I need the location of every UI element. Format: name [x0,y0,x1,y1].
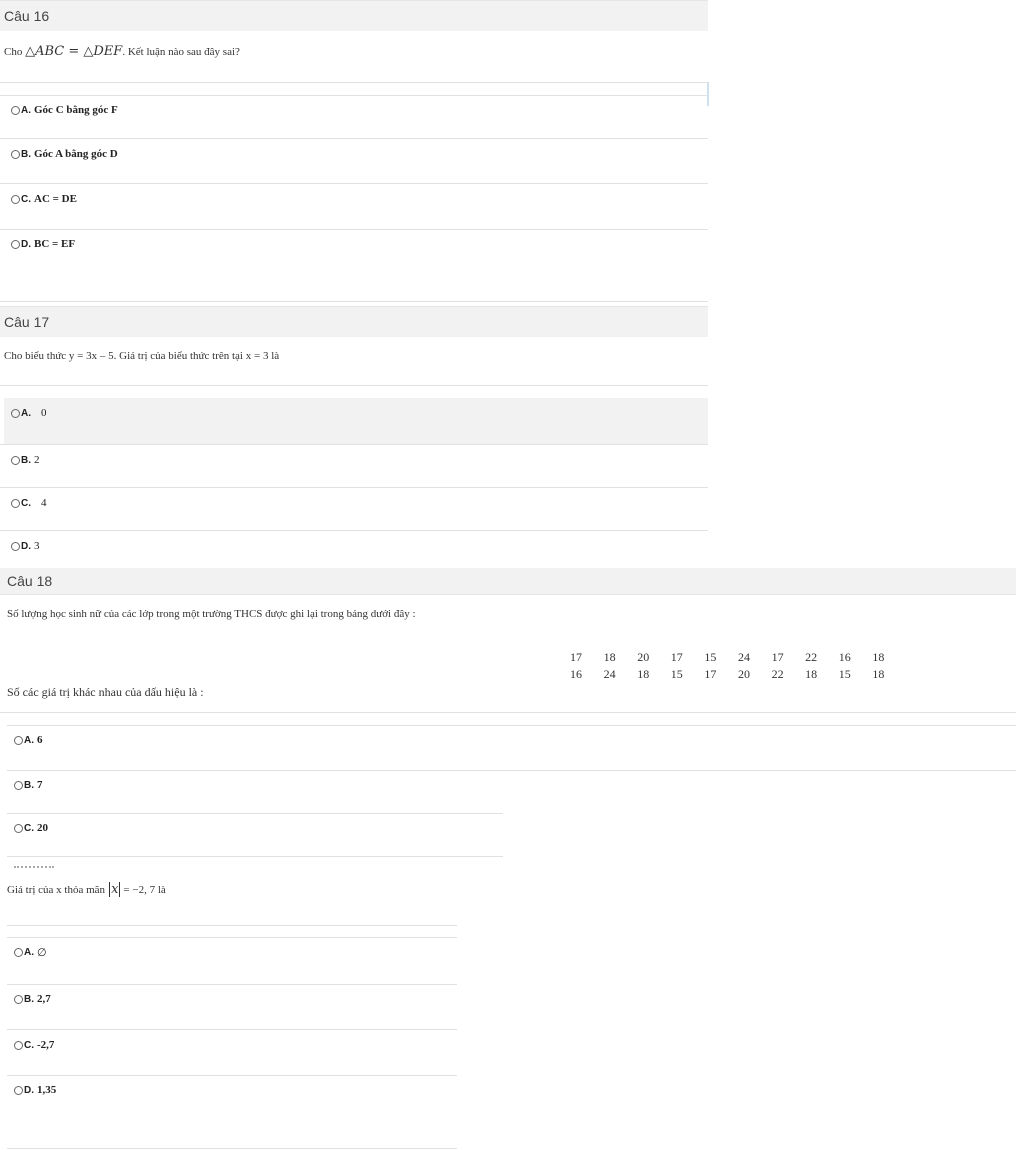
divider [7,937,457,938]
prompt-suffix: . Kết luận nào sau đây sai? [122,46,240,58]
option-18c[interactable] [14,822,48,834]
divider [7,1075,457,1076]
scroll-indicator [707,82,709,106]
option-16d[interactable] [11,238,75,250]
question-18-subprompt: Số các giá trị khác nhau của dấu hiệu là : [7,685,204,699]
divider [0,183,708,184]
option-17c[interactable] [11,497,47,509]
question-16-header [0,0,708,31]
clipped-option-fragment [14,866,54,869]
divider [7,813,503,814]
divider [7,1029,457,1030]
option-letter: B. [21,454,31,466]
option-19a[interactable] [14,946,47,959]
table-cell: 18 [872,667,885,681]
option-letter: C. [24,822,34,834]
table-cell: 15 [704,650,717,664]
option-letter: D. [24,1084,34,1096]
table-cell: 17 [670,650,683,664]
abs-bar-right [119,882,120,897]
table-cell: 15 [670,667,683,681]
option-text: Góc C bằng góc F [34,104,118,116]
option-text: 4 [41,497,47,509]
radio-button[interactable] [11,106,20,115]
divider [0,95,708,96]
option-18b[interactable] [14,779,43,791]
option-text: 20 [37,822,48,834]
table-cell: 18 [603,650,616,664]
question-17-title: Câu 17 [4,314,50,330]
option-19c[interactable] [14,1039,54,1051]
table-cell: 16 [838,650,851,664]
radio-button[interactable] [11,409,20,418]
prompt-suffix: = −2, 7 là [123,883,166,896]
question-19-prompt [7,882,166,897]
prompt-prefix: Cho [4,46,23,58]
question-18-prompt: Số lượng học sinh nữ của các lớp trong một trường THCS được ghi lại trong bảng dưới đây : [7,608,416,620]
option-letter: A. [24,947,34,958]
option-text: 6 [37,734,43,746]
option-letter: A. [21,104,31,116]
table-cell: 18 [805,667,818,681]
radio-button[interactable] [11,195,20,204]
radio-button[interactable] [14,781,23,790]
table-cell: 17 [704,667,717,681]
divider [7,856,503,857]
option-text: -2,7 [37,1039,55,1051]
abs-variable: x [111,882,119,897]
table-cell: 17 [771,650,784,664]
table-cell: 22 [805,650,818,664]
table-cell: 17 [570,650,582,664]
divider [0,385,708,386]
question-16-prompt [4,44,240,59]
option-letter: A. [24,734,34,746]
table-cell: 16 [570,667,582,681]
divider [0,82,708,83]
table-cell: 18 [637,667,650,681]
option-18a[interactable] [14,734,43,746]
radio-button[interactable] [14,1041,23,1050]
triangle-equality: △ABC = △DEF [25,44,123,59]
divider [7,984,457,985]
table-cell: 18 [872,650,885,664]
option-text: 2,7 [37,993,51,1005]
option-text: 3 [34,540,40,552]
divider [0,712,1016,713]
option-letter: B. [21,148,31,160]
radio-button[interactable] [11,542,20,551]
option-letter: B. [24,993,34,1005]
question-17-header [0,306,708,337]
option-17a[interactable] [11,407,47,419]
option-letter: D. [21,540,31,552]
option-17b[interactable] [11,454,40,466]
radio-button[interactable] [11,499,20,508]
table-cell: 24 [603,667,616,681]
radio-button[interactable] [11,150,20,159]
divider [7,925,457,926]
option-text: AC = DE [34,193,77,205]
option-16c[interactable] [11,193,77,205]
option-text: BC = EF [34,238,76,250]
table-cell: 22 [771,667,784,681]
radio-button[interactable] [11,240,20,249]
radio-button[interactable] [14,1086,23,1095]
abs-bar-left [109,882,110,897]
option-letter: D. [21,238,31,250]
table-cell: 24 [737,650,750,664]
option-text: 2 [34,454,40,466]
table-cell: 20 [737,667,750,681]
option-letter: C. [21,193,31,205]
option-text: 1,35 [37,1084,57,1096]
radio-button[interactable] [14,948,23,957]
prompt-prefix: Giá trị của x thỏa mãn [7,883,106,896]
table-cell: 20 [637,650,650,664]
option-17d[interactable] [11,540,40,552]
option-text: Góc A bằng góc D [34,148,118,160]
option-text: 0 [41,407,47,419]
question-17-prompt: Cho biểu thức y = 3x – 5. Giá trị của biểu thức trên tại x = 3 là [4,350,280,362]
radio-button[interactable] [14,824,23,833]
option-17a-highlight [4,398,708,444]
option-19d[interactable] [14,1084,56,1096]
option-letter: C. [24,1039,34,1051]
radio-button[interactable] [14,736,23,745]
divider [0,229,708,230]
question-18-title: Câu 18 [7,573,53,589]
divider [0,301,708,302]
option-letter: C. [21,497,31,509]
option-16b[interactable] [11,148,118,160]
option-19b[interactable] [14,993,51,1005]
option-letter: A. [21,407,31,419]
radio-button[interactable] [14,995,23,1004]
question-16-title: Câu 16 [4,8,50,24]
data-table [568,649,904,683]
question-18-header [0,568,1016,595]
table-cell: 15 [838,667,851,681]
divider [0,138,708,139]
option-text: 7 [37,779,43,791]
divider [0,487,708,488]
divider [0,530,708,531]
divider [7,1148,457,1149]
empty-set-symbol: ∅ [37,946,47,959]
option-16a[interactable] [11,104,118,116]
divider [7,725,1016,726]
radio-button[interactable] [11,456,20,465]
divider [7,770,1016,771]
divider [0,444,708,445]
option-letter: B. [24,779,34,791]
